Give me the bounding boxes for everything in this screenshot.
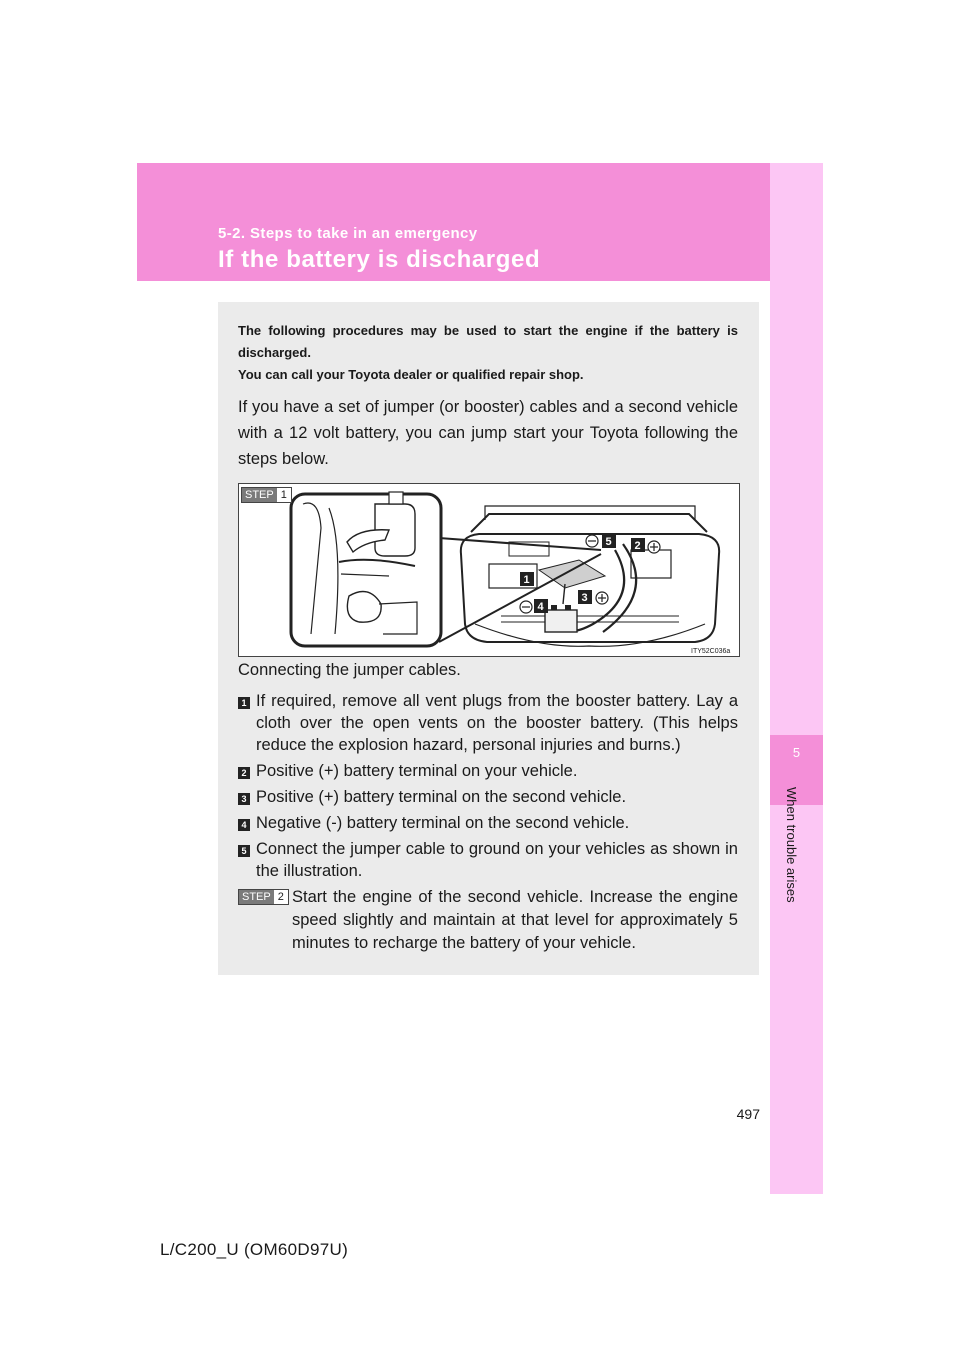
item-number-box: 4 (238, 819, 250, 831)
item-text: Negative (-) battery terminal on the second vehicle. (256, 814, 630, 832)
footer-code: L/C200_U (OM60D97U) (160, 1240, 349, 1259)
step-2-text: Start the engine of the second vehicle. Increase the engine speed slightly and maintain at that level for approximately 5 minutes to recharge the battery of your vehicle. (292, 888, 738, 952)
item-number-box: 2 (238, 767, 250, 779)
figure-tag-3-label: 3 (581, 592, 588, 604)
intro-body: If you have a set of jumper (or booster) cables and a second vehicle with a 12 volt battery, you can jump start your Toyota following the steps below. (238, 398, 738, 468)
item-number-box: 5 (238, 845, 250, 857)
section-label: 5-2. Steps to take in an emergency (218, 225, 478, 242)
chapter-label: When trouble arises (784, 787, 799, 903)
list-item (238, 760, 738, 782)
figure-tag-5-label: 5 (605, 536, 612, 548)
figure-caption: Connecting the jumper cables. (238, 661, 461, 679)
figure-tag-2-label: 2 (634, 540, 641, 552)
intro-line-2: You can call your Toyota dealer or qualified repair shop. (238, 367, 584, 382)
step-2-word: STEP (239, 890, 274, 904)
step-1-badge (241, 487, 292, 503)
chapter-number: 5 (792, 745, 801, 760)
item-number-box: 1 (238, 697, 250, 709)
figure-code: ITY52C036a (691, 648, 731, 655)
page-title: If the battery is discharged (218, 246, 541, 273)
intro-line-1: The following procedures may be used to start the engine if the battery is discharged. (238, 323, 738, 360)
side-strip (770, 163, 823, 1194)
figure-tag-4-label: 4 (537, 601, 544, 613)
step-1-number: 1 (280, 489, 287, 501)
intro-bold-text (238, 320, 738, 386)
item-text: Positive (+) battery terminal on your vehicle. (256, 762, 578, 780)
figure-tag-1-label: 1 (523, 574, 530, 586)
list-item (238, 812, 738, 834)
engine-bay-drawing (239, 484, 740, 657)
item-text: If required, remove all vent plugs from the booster battery. Lay a cloth over the open vents on the booster battery. (This helps reduce the explosion hazard, personal injuries and burns.) (256, 692, 738, 754)
list-item (238, 690, 738, 756)
item-number-box: 3 (238, 793, 250, 805)
step-1-items (238, 690, 738, 886)
step-1-word: STEP (242, 488, 277, 502)
step-2-badge (238, 889, 289, 905)
step-2-number: 2 (277, 891, 284, 903)
item-text: Positive (+) battery terminal on the second vehicle. (256, 788, 627, 806)
page-number: 497 (736, 1106, 760, 1122)
list-item (238, 838, 738, 882)
jumper-cable-illustration (238, 483, 740, 657)
item-text: Connect the jumper cable to ground on your vehicles as shown in the illustration. (256, 840, 738, 880)
list-item (238, 786, 738, 808)
